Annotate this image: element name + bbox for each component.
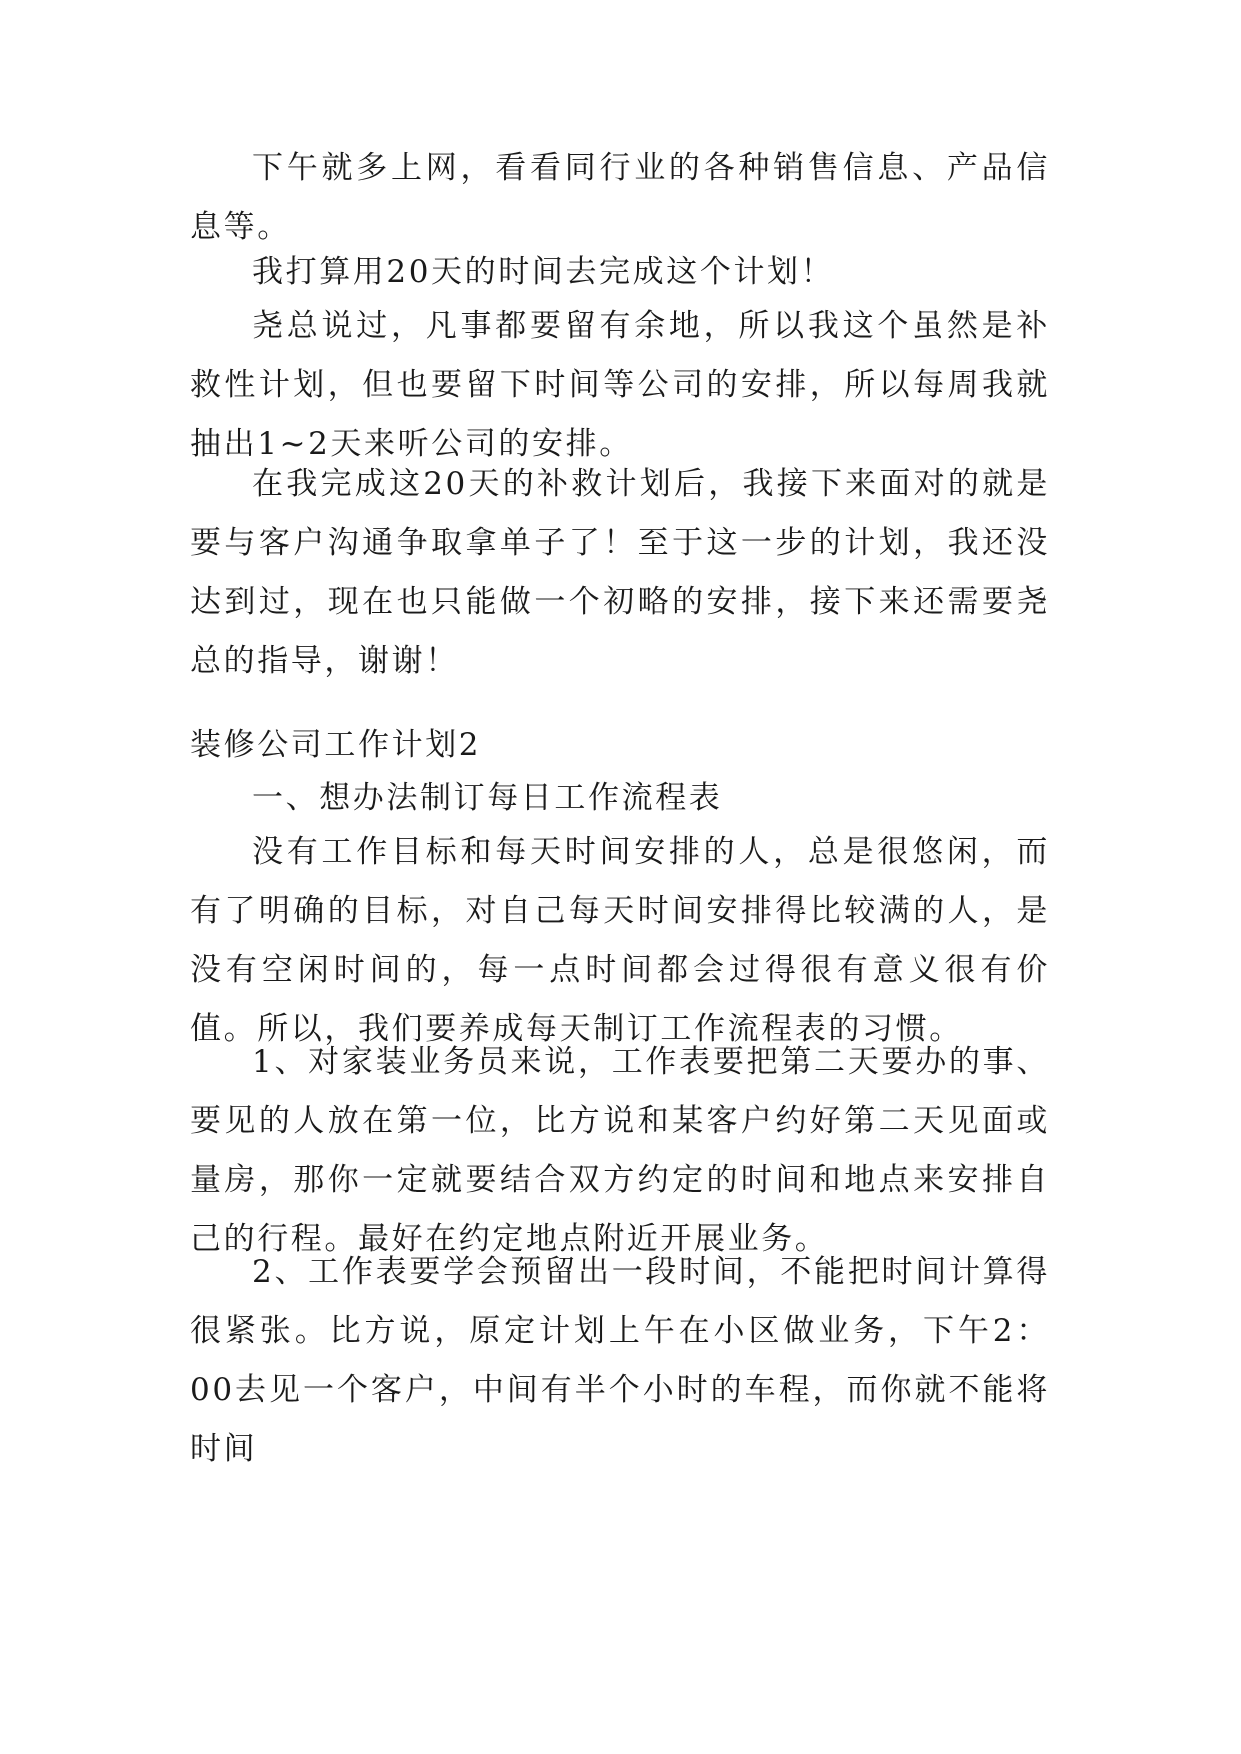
section-heading: 一、想办法制订每日工作流程表 xyxy=(252,780,723,816)
paragraph: 在我完成这20天的补救计划后，我接下来面对的就是要与客户沟通争取拿单子了！至于这一步的计划，我还没达到过，现在也只能做一个初略的安排，接下来还需要尧总的指导，谢谢！ xyxy=(190,466,1050,679)
paragraph: 2、工作表要学会预留出一段时间，不能把时间计算得很紧张。比方说，原定计划上午在小区做业务，下午2：00去见一个客户，中间有半个小时的车程，而你就不能将时间 xyxy=(190,1254,1050,1467)
paragraph: 我打算用20天的时间去完成这个计划！ xyxy=(252,254,835,290)
paragraph: 尧总说过，凡事都要留有余地，所以我这个虽然是补救性计划，但也要留下时间等公司的安排，所以每周我就抽出1~2天来听公司的安排。 xyxy=(190,308,1050,462)
paragraph: 没有工作目标和每天时间安排的人，总是很悠闲，而有了明确的目标，对自己每天时间安排得比较满的人，是没有空闲时间的，每一点时间都会过得很有意义很有价值。所以，我们要养成每天制订工作流程表的习惯。 xyxy=(190,834,1050,1047)
section-title: 装修公司工作计划2 xyxy=(190,727,482,763)
paragraph: 1、对家装业务员来说，工作表要把第二天要办的事、要见的人放在第一位，比方说和某客户约好第二天见面或量房，那你一定就要结合双方约定的时间和地点来安排自己的行程。最好在约定地点附近开展业务。 xyxy=(190,1044,1050,1257)
paragraph: 下午就多上网，看看同行业的各种销售信息、产品信息等。 xyxy=(190,150,1050,245)
